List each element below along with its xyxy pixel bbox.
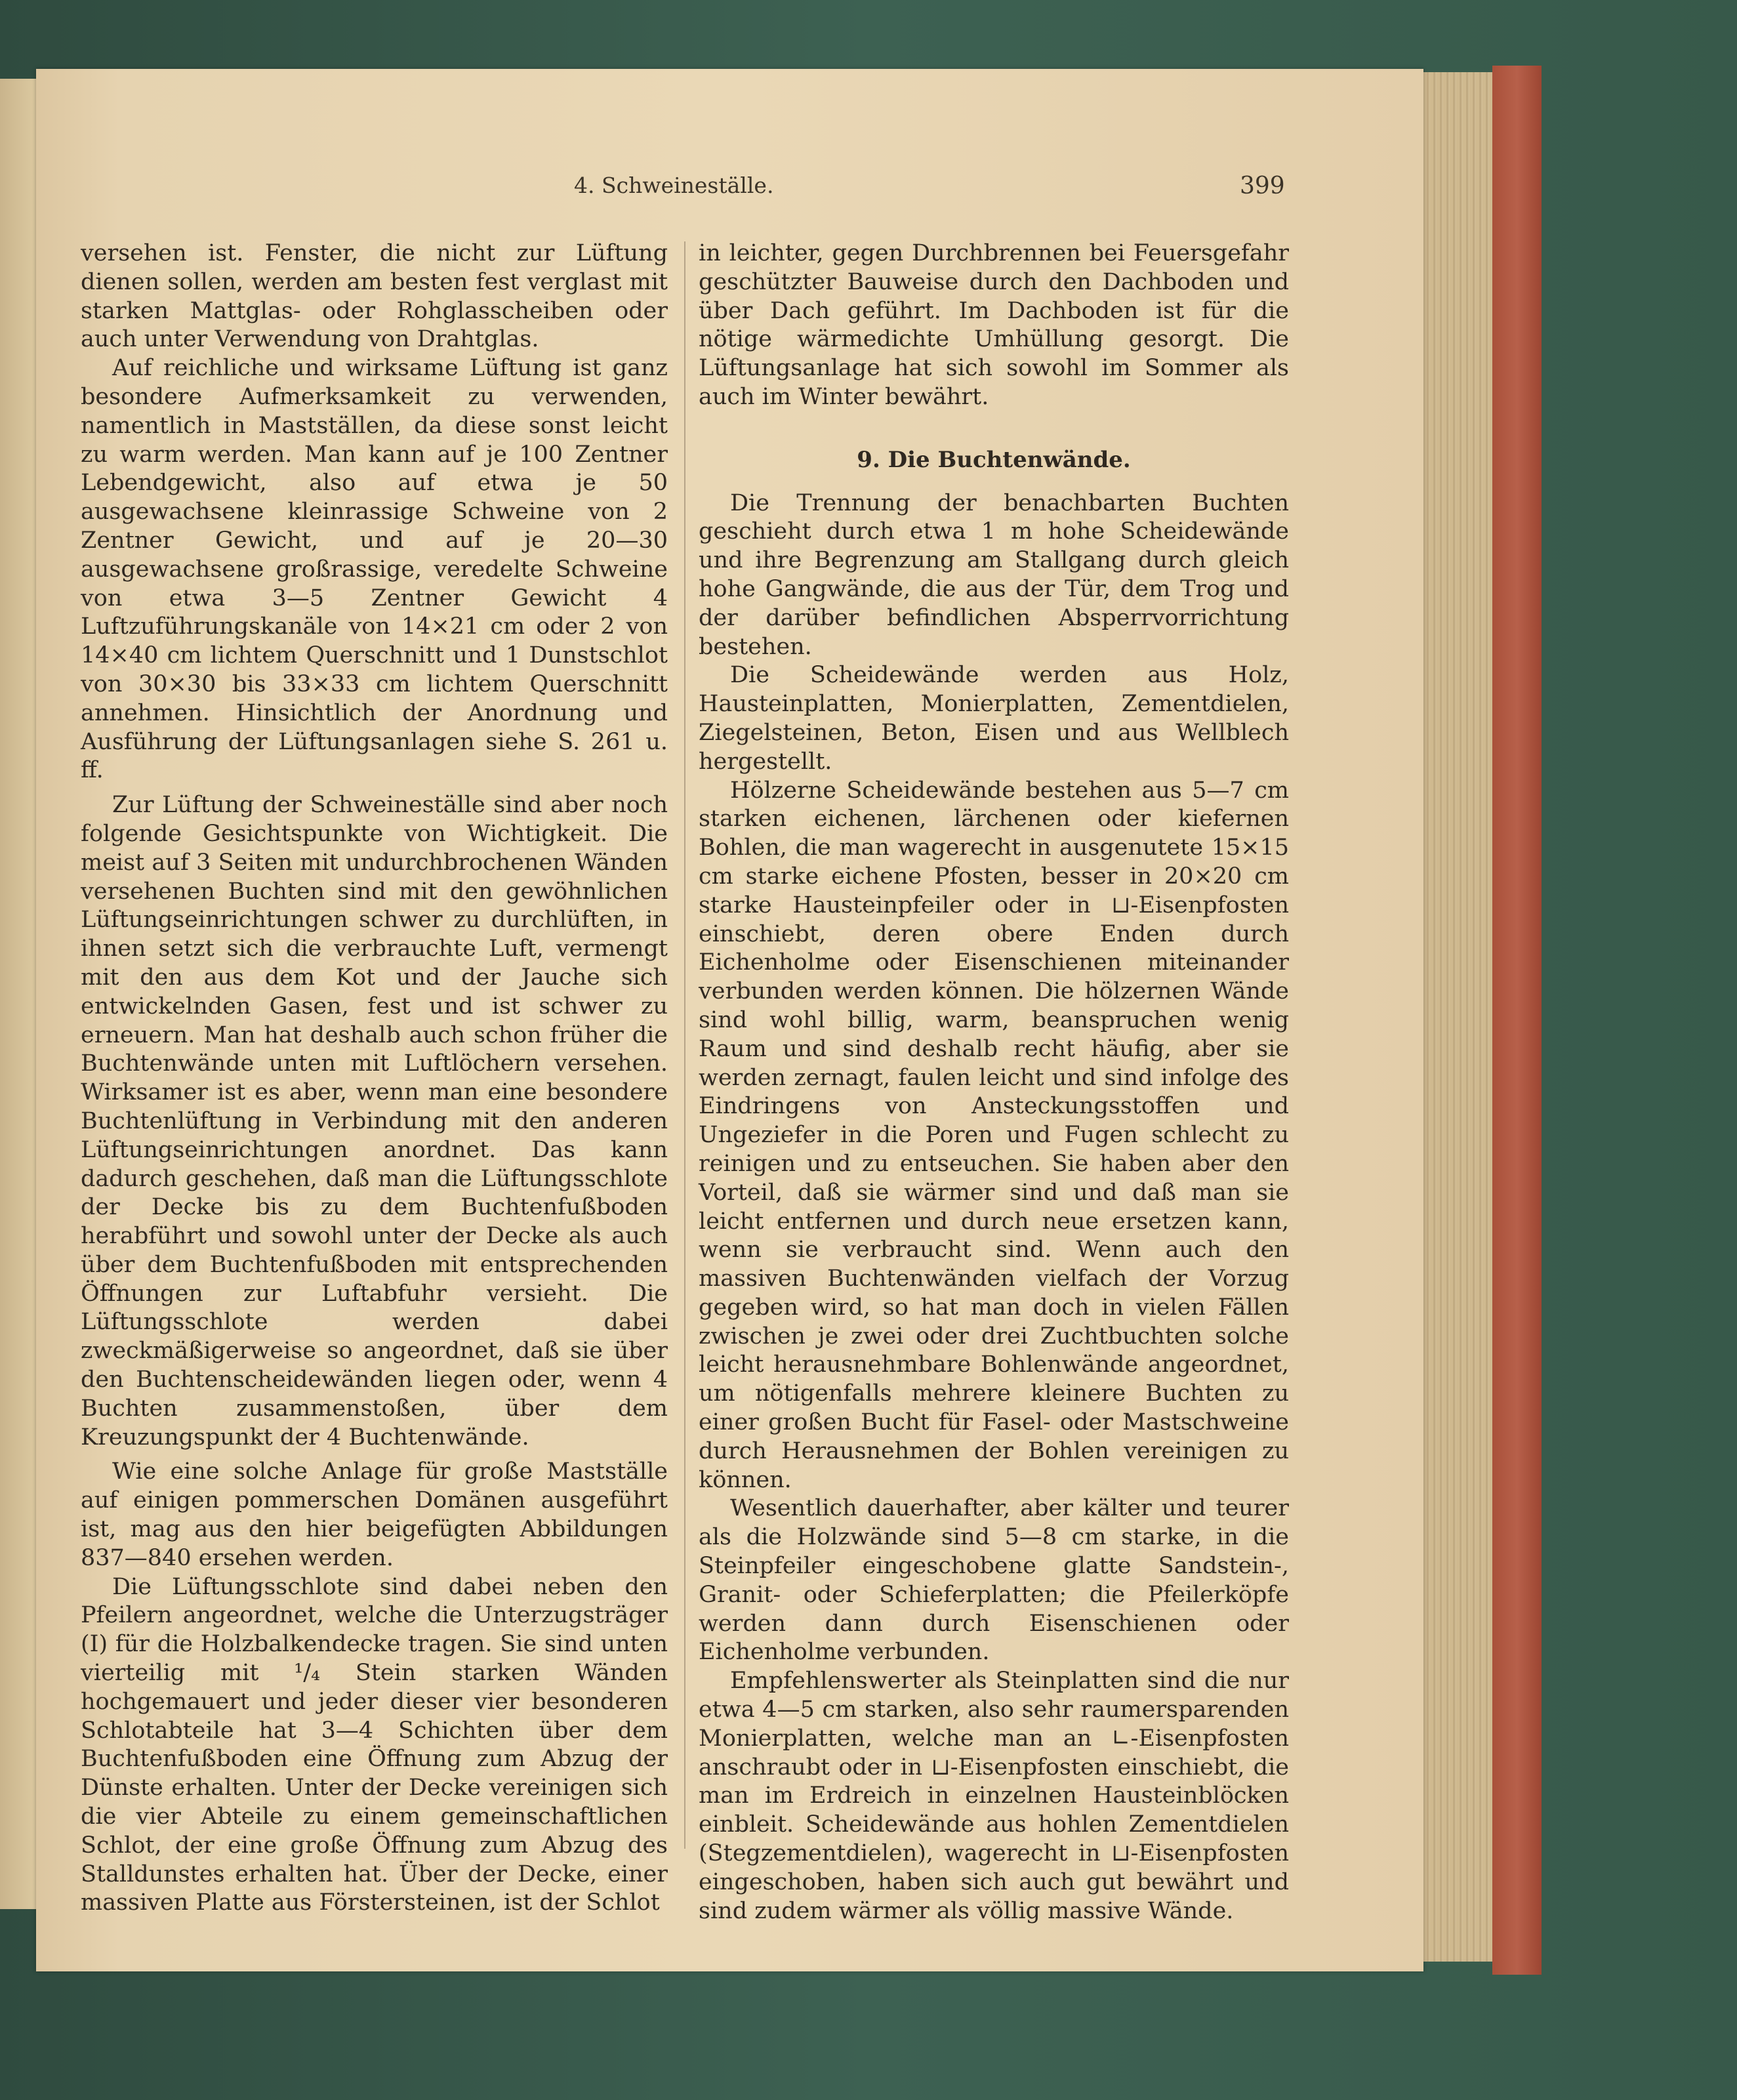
paragraph: Wesentlich dauerhafter, aber kälter und teurer als die Holzwände sind 5—8 cm starke, in die Steinpfeiler eingeschobene glatte Sandstein-, Granit- oder Schieferplatten; die Pfeilerköpfe werden dann durch Eisenschienen oder Eichenholme verbunden. xyxy=(699,1495,1289,1666)
paragraph: Wie eine solche Anlage für große Mastställe auf einigen pommerschen Domänen ausgeführt ist, mag aus den hier beigefügten Abbildungen 837—840 ersehen werden. xyxy=(81,1458,668,1571)
column-rule xyxy=(684,241,685,1849)
paragraph: versehen ist. Fenster, die nicht zur Lüftung dienen sollen, werden am besten fest verglast mit starken Mattglas- oder Rohglasscheiben oder auch unter Verwendung von Drahtglas. xyxy=(81,240,668,353)
page-stack-edge xyxy=(1417,72,1492,1962)
paragraph: Die Scheidewände werden aus Holz, Hausteinplatten, Monierplatten, Zementdielen, Ziegelsteinen, Beton, Eisen und aus Wellblech hergestellt. xyxy=(699,662,1289,775)
left-page-edge xyxy=(0,79,36,1909)
paragraph: Hölzerne Scheidewände bestehen aus 5—7 cm starken eichenen, lärchenen oder kiefernen Bohlen, die man wagerecht in ausgenutete 15×15 cm starke eichene Pfosten, besser in 20×20 cm starke Hausteinpfeiler oder in ⊔-Eisenpfosten einschiebt, deren obere Enden durch Eichenholme oder Eisenschienen miteinander verbunden werden können. Die hölzernen Wände sind wohl billig, warm, beanspruchen wenig Raum und sind deshalb recht häufig, aber sie werden zernagt, faulen leicht und sind infolge des Eindringens von Ansteckungsstoffen und Ungeziefer in die Poren und Fugen schlecht zu reinigen und zu entseuchen. Sie haben aber den Vorteil, daß sie wärmer sind und daß man sie leicht entfernen und durch neue ersetzen kann, wenn sie verbraucht sind. Wenn auch den massiven Buchtenwänden vielfach der Vorzug gegeben wird, so hat man doch in vielen Fällen zwischen je zwei oder drei Zuchtbuchten solche leicht herausnehmbare Bohlenwände angeordnet, um nötigenfalls mehrere kleinere Buchten zu einer großen Bucht für Fasel- oder Mastschweine durch Herausnehmen der Bohlen vereinigen zu können. xyxy=(699,777,1289,1493)
paragraph: Die Trennung der benachbarten Buchten geschieht durch etwa 1 m hohe Scheidewände und ihre Begrenzung am Stallgang durch gleich hohe Gangwände, die aus der Tür, dem Trog und der darüber befindlichen Absperrvorrichtung bestehen. xyxy=(699,489,1289,660)
book-cover-edge xyxy=(1492,66,1542,1975)
paragraph: in leichter, gegen Durchbrennen bei Feuersgefahr geschützter Bauweise durch den Dachboden und über Dach geführt. Im Dachboden ist für die nötige wärmedichte Umhüllung gesorgt. Die Lüftungsanlage hat sich sowohl im Sommer als auch im Winter bewährt. xyxy=(699,240,1289,410)
page-number: 399 xyxy=(1240,173,1285,199)
right-column xyxy=(699,239,1289,1925)
section-heading: 9. Die Buchtenwände. xyxy=(857,446,1131,473)
paragraph: Zur Lüftung der Schweineställe sind aber noch folgende Gesichtspunkte von Wichtigkeit. Die meist auf 3 Seiten mit undurchbrochenen Wänden versehenen Buchten sind mit den gewöhnlichen Lüftungseinrichtungen schwer zu durchlüften, in ihnen setzt sich die verbrauchte Luft, vermengt mit den aus dem Kot und der Jauche sich entwickelnden Gasen, fest und ist schwer zu erneuern. Man hat deshalb auch schon früher die Buchtenwände unten mit Luftlöchern versehen. Wirksamer ist es aber, wenn man eine besondere Buchtenlüftung in Verbindung mit den anderen Lüftungseinrichtungen anordnet. Das kann dadurch geschehen, daß man die Lüftungsschlote der Decke bis zu dem Buchtenfußboden herabführt und sowohl unter der Decke als auch über dem Buchtenfußboden mit entsprechenden Öffnungen zur Luftabfuhr versieht. Die Lüftungsschlote werden dabei zweckmäßigerweise so angeordnet, daß sie über den Buchtenscheidewänden liegen oder, wenn 4 Buchten zusammenstoßen, über dem Kreuzungspunkt der 4 Buchtenwände. xyxy=(81,792,668,1451)
paragraph: Die Lüftungsschlote sind dabei neben den Pfeilern angeordnet, welche die Unterzugsträger (I) für die Holzbalkendecke tragen. Sie sind unten vierteilig mit ¹/₄ Stein starken Wänden hochgemauert und jeder dieser vier besonderen Schlotabteile hat 3—4 Schichten über dem Buchtenfußboden eine Öffnung zum Abzug der Dünste erhalten. Unter der Decke vereinigen sich die vier Abteile zu einem gemeinschaftlichen Schlot, der eine große Öffnung zum Abzug des Stalldunstes erhalten hat. Über der Decke, einer massiven Platte aus Förstersteinen, ist der Schlot xyxy=(81,1573,668,1916)
running-head: 4. Schweineställe. xyxy=(574,173,774,198)
paragraph: Empfehlenswerter als Steinplatten sind die nur etwa 4—5 cm starken, also sehr raumersparenden Monierplatten, welche man an ∟-Eisenpfosten anschraubt oder in ⊔-Eisenpfosten einschiebt, die man im Erdreich in einzelnen Hausteinblöcken einbleit. Scheidewände aus hohlen Zementdielen (Stegzementdielen), wagerecht in ⊔-Eisenpfosten eingeschoben, haben sich auch gut bewährt und sind zudem wärmer als völlig massive Wände. xyxy=(699,1668,1289,1924)
paragraph: Auf reichliche und wirksame Lüftung ist ganz besondere Aufmerksamkeit zu verwenden, namentlich in Mastställen, da diese sonst leicht zu warm werden. Man kann auf je 100 Zentner Lebendgewicht, also auf etwa je 50 ausgewachsene kleinrassige Schweine von 2 Zentner Gewicht, und auf je 20—30 ausgewachsene großrassige, veredelte Schweine von etwa 3—5 Zentner Gewicht 4 Luftzuführungskanäle von 14×21 cm oder 2 von 14×40 cm lichtem Querschnitt und 1 Dunstschlot von 30×30 bis 33×33 cm lichtem Querschnitt annehmen. Hinsichtlich der Anordnung und Ausführung der Lüftungsanlagen siehe S. 261 u. ff. xyxy=(81,355,668,784)
left-column xyxy=(81,239,668,1918)
